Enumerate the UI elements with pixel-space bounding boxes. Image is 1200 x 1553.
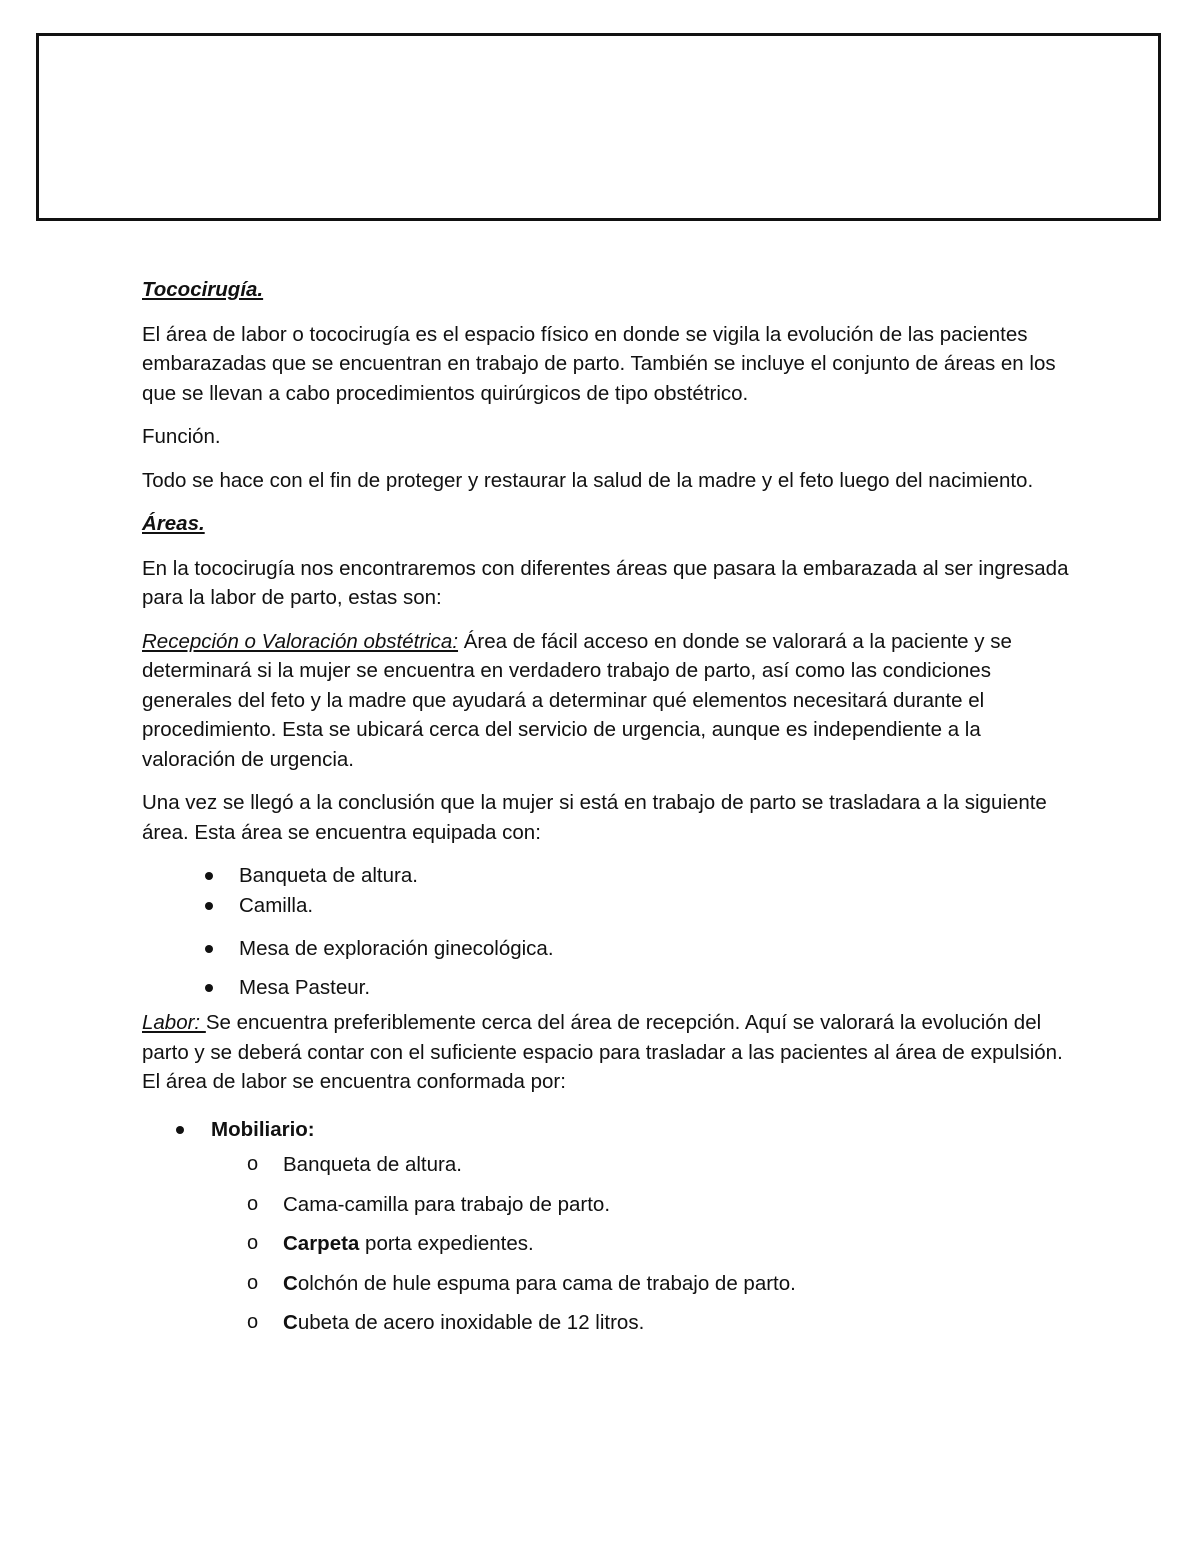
list-item: Banqueta de altura. <box>142 861 1072 891</box>
areas-intro-paragraph: En la tococirugía nos encontraremos con diferentes áreas que pasara la embarazada al ser ingresada para la labor de parto, estas son: <box>142 556 1069 609</box>
equipment-list <box>142 861 1072 1002</box>
header-box <box>36 33 1161 221</box>
intro-paragraph: El área de labor o tococirugía es el espacio físico en donde se vigila la evolución de las pacientes embarazadas que se encuentran en trabajo de parto. También se incluye el conjunto de áreas en los que se llevan a cabo procedimientos quirúrgicos de tipo obstétrico. <box>142 322 1056 405</box>
list-item: Camilla. <box>142 891 1072 921</box>
sub-bullet-marker: o <box>247 1232 259 1254</box>
labor-label: Labor: <box>142 1011 206 1034</box>
list-item: o Carpeta porta expedientes. <box>142 1229 1072 1259</box>
recepcion-label: Recepción o Valoración obstétrica: <box>142 629 459 653</box>
list-item: o Colchón de hule espuma para cama de trabajo de parto. <box>142 1269 1072 1299</box>
sub-bullet-marker: o <box>247 1153 259 1175</box>
funcion-paragraph: Todo se hace con el fin de proteger y restaurar la salud de la madre y el feto luego del nacimiento. <box>142 468 1034 492</box>
sub-bullet-marker: o <box>247 1311 259 1333</box>
labor-text: Se encuentra preferiblemente cerca del área de recepción. Aquí se valorará la evolución del parto y se deberá contar con el suficiente espacio para trasladar a las pacientes al área de expulsión. El área de labor se encuentra conformada por: <box>142 1011 1063 1093</box>
transfer-paragraph: Una vez se llegó a la conclusión que la mujer si está en trabajo de parto se trasladara a la siguiente área. Esta área se encuentra equipada con: <box>142 791 1047 844</box>
section-title-areas: Áreas. <box>142 512 205 535</box>
labor-paragraph <box>142 1008 1072 1097</box>
list-item: Mesa Pasteur. <box>142 973 1072 1003</box>
list-item: o Banqueta de altura. <box>142 1150 1072 1180</box>
sub-bullet-marker: o <box>247 1192 259 1215</box>
recepcion-paragraph <box>142 627 1072 775</box>
list-item: o Cama-camilla para trabajo de parto. <box>142 1190 1072 1220</box>
list-item: o Cubeta de acero inoxidable de 12 litros. <box>142 1308 1072 1338</box>
section-title-tococirugia: Tococirugía. <box>142 278 264 301</box>
sub-bullet-marker: o <box>247 1271 259 1294</box>
mobiliario-list <box>142 1150 1072 1338</box>
recepcion-text: Área de fácil acceso en donde se valorará a la paciente y se determinará si la mujer se encuentra en verdadero trabajo de parto, así como las condiciones generales del feto y la madre que ayudará a determinar qué elementos necesitará durante el procedimiento. Esta se ubicará cerca del servicio de urgencia, aunque es independiente a la valoración de urgencia. <box>142 629 1012 771</box>
mobiliario-heading: Mobiliario: <box>142 1115 1072 1145</box>
funcion-label: Función. <box>142 425 221 448</box>
list-item: Mesa de exploración ginecológica. <box>142 934 1072 964</box>
document-body <box>142 275 1072 1348</box>
